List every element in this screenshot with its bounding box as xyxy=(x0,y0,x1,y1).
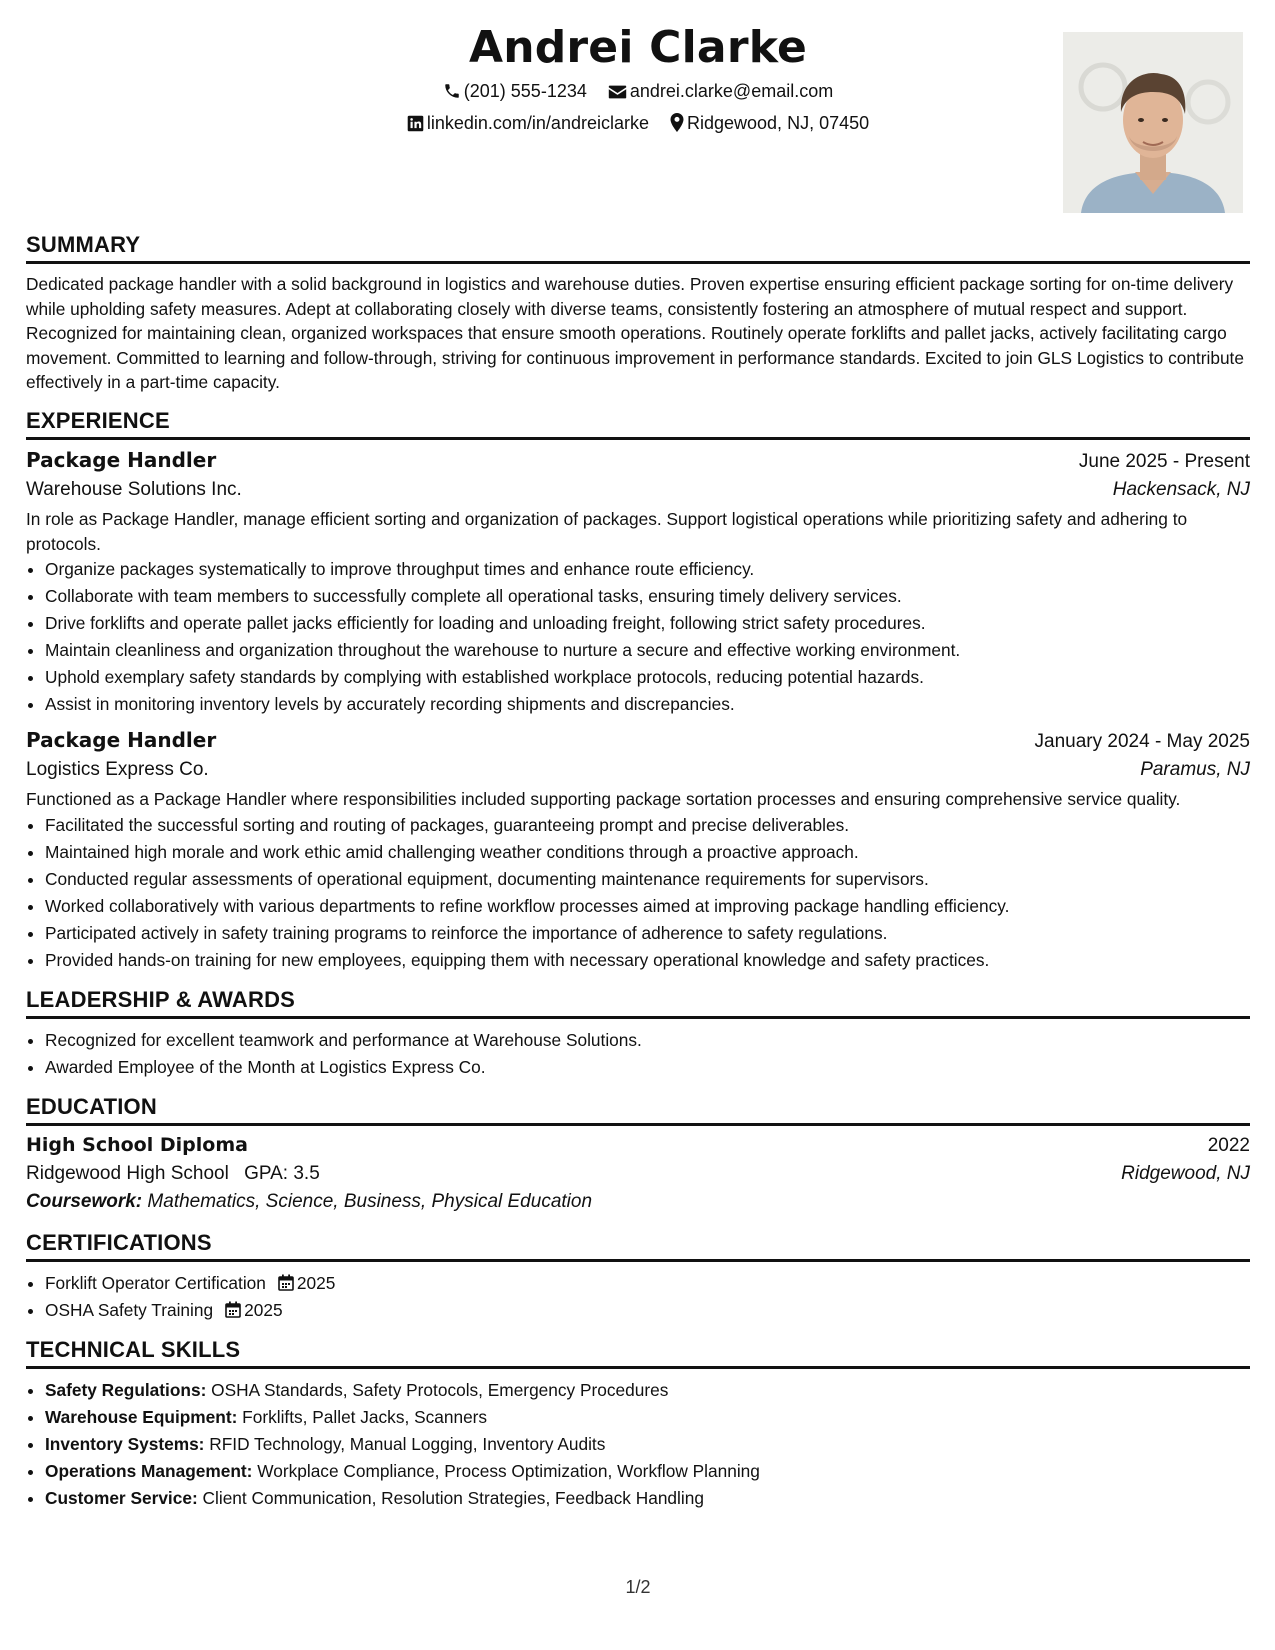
resume-page xyxy=(26,0,1250,1650)
skill-value: Workplace Compliance, Process Optimization, Workflow Planning xyxy=(257,1460,760,1481)
list-item: • Assist in monitoring inventory levels by accurately recording shipments and discrepancies. xyxy=(45,691,1250,718)
job-dates: January 2024 - May 2025 xyxy=(1034,731,1250,753)
job-entry xyxy=(26,448,1250,718)
list-item xyxy=(45,1458,1250,1485)
summary-text: Dedicated package handler with a solid background in logistics and warehouse duties. Proven expertise ensuring efficient package sorting for on-time delivery while upholding safety measures. Adept at collaborating closely with diverse teams, consistently fostering an atmosphere of mutual respect and support. Recognized for maintaining clean, organized workspaces that ensure smooth operations. Routinely operate forklifts and pallet jacks, actively facilitating cargo movement. Committed to learning and follow-through, striving for continuous improvement in performance standards. Excited to join GLS Logistics to contribute effectively in a part-time capacity. xyxy=(26,274,1244,393)
linkedin-icon xyxy=(407,115,424,132)
list-item: • Drive forklifts and operate pallet jacks efficiently for loading and unloading freight, following strict safety procedures. xyxy=(45,610,1250,637)
job-description: In role as Package Handler, manage efficient sorting and organization of packages. Support logistical operations while prioritizing safety and adhering to protocols. xyxy=(26,508,1188,554)
job-company-row xyxy=(26,479,1250,501)
list-item: • Facilitated the successful sorting and routing of packages, guaranteeing prompt and precise deliverables. xyxy=(45,812,1250,839)
job-location: Hackensack, NJ xyxy=(1112,478,1250,500)
list-item: • Maintained high morale and work ethic amid challenging weather conditions through a proactive approach. xyxy=(45,839,1250,866)
list-item: • Provided hands-on training for new employees, equipping them with necessary operational knowledge and safety practices. xyxy=(45,947,1250,974)
email-contact[interactable] xyxy=(608,80,833,102)
location-contact xyxy=(670,112,869,134)
job-bullets xyxy=(26,556,1250,718)
list-item: • Collaborate with team members to successfully complete all operational tasks, ensuring timely delivery services. xyxy=(45,583,1250,610)
education-section xyxy=(26,1094,1250,1213)
job-title: Package Handler xyxy=(26,447,217,472)
envelope-icon xyxy=(608,84,627,100)
list-item xyxy=(45,1431,1250,1458)
list-item xyxy=(45,1270,1250,1297)
profile-photo xyxy=(1063,32,1243,213)
job-company: Warehouse Solutions Inc. xyxy=(26,478,242,500)
summary-section xyxy=(26,232,1250,395)
skills-list xyxy=(26,1377,1250,1512)
list-item: • Recognized for excellent teamwork and performance at Warehouse Solutions. xyxy=(45,1027,1250,1054)
coursework xyxy=(26,1191,1250,1213)
phone-icon xyxy=(443,82,461,100)
job-title: Package Handler xyxy=(26,728,217,753)
list-item: • Awarded Employee of the Month at Logistics Express Co. xyxy=(45,1054,1250,1081)
job-bullets xyxy=(26,812,1250,974)
skill-value: OSHA Standards, Safety Protocols, Emergency Procedures xyxy=(211,1379,669,1400)
skills-section xyxy=(26,1337,1250,1512)
map-pin-icon xyxy=(670,113,684,132)
summary-heading: SUMMARY xyxy=(26,232,1250,264)
skill-label: Customer Service: xyxy=(45,1487,198,1508)
coursework-list: Mathematics, Science, Business, Physical Education xyxy=(147,1190,593,1212)
calendar-icon xyxy=(278,1274,294,1291)
skill-label: Inventory Systems: xyxy=(45,1433,205,1454)
list-item xyxy=(45,1485,1250,1512)
certification-name: Forklift Operator Certification xyxy=(45,1272,266,1293)
job-dates: June 2025 - Present xyxy=(1078,450,1250,472)
list-item xyxy=(45,1297,1250,1324)
skill-label: Safety Regulations: xyxy=(45,1379,207,1400)
graduation-year: 2022 xyxy=(1207,1134,1250,1156)
certifications-section xyxy=(26,1230,1250,1324)
skill-label: Warehouse Equipment: xyxy=(45,1406,238,1427)
gpa: GPA: 3.5 xyxy=(244,1162,320,1184)
email-address[interactable]: andrei.clarke@email.com xyxy=(629,81,834,101)
certifications-heading: CERTIFICATIONS xyxy=(26,1230,1250,1262)
education-degree-row xyxy=(26,1134,1250,1157)
list-item xyxy=(45,1404,1250,1431)
linkedin-contact[interactable] xyxy=(407,112,649,134)
job-location: Paramus, NJ xyxy=(1140,759,1250,781)
skill-value: Client Communication, Resolution Strategies, Feedback Handling xyxy=(202,1487,704,1508)
phone-number: (201) 555-1234 xyxy=(463,81,587,101)
job-entry xyxy=(26,728,1250,974)
list-item: • Maintain cleanliness and organization throughout the warehouse to nurture a secure and effective working environment. xyxy=(45,637,1250,664)
address: Ridgewood, NJ, 07450 xyxy=(687,113,870,133)
certification-year: 2025 xyxy=(296,1272,336,1293)
phone-contact xyxy=(443,80,587,102)
linkedin-url[interactable]: linkedin.com/in/andreiclarke xyxy=(426,113,649,133)
leadership-heading: LEADERSHIP & AWARDS xyxy=(26,987,1250,1019)
skill-label: Operations Management: xyxy=(45,1460,253,1481)
list-item: • Uphold exemplary safety standards by complying with established workplace protocols, reducing potential hazards. xyxy=(45,664,1250,691)
certification-year: 2025 xyxy=(244,1299,283,1320)
certifications-list xyxy=(26,1270,1250,1324)
experience-section xyxy=(26,408,1250,974)
skills-heading: TECHNICAL SKILLS xyxy=(26,1337,1250,1369)
list-item: • Participated actively in safety training programs to reinforce the importance of adherence to safety regulations. xyxy=(45,920,1250,947)
resume-header xyxy=(26,0,1250,232)
coursework-label: Coursework: xyxy=(26,1190,143,1212)
job-title-row xyxy=(26,728,1250,753)
list-item xyxy=(45,1377,1250,1404)
skill-value: Forklifts, Pallet Jacks, Scanners xyxy=(242,1406,488,1427)
calendar-icon xyxy=(225,1301,241,1318)
job-description: Functioned as a Package Handler where responsibilities included supporting package sortation processes and ensuring comprehensive service quality. xyxy=(26,789,1181,810)
job-company: Logistics Express Co. xyxy=(26,759,209,781)
school-info xyxy=(26,1163,320,1185)
degree-name: High School Diploma xyxy=(26,1133,248,1156)
list-item: • Organize packages systematically to improve throughput times and enhance route efficiency. xyxy=(45,556,1250,583)
list-item: • Worked collaboratively with various departments to refine workflow processes aimed at improving package handling efficiency. xyxy=(45,893,1250,920)
education-heading: EDUCATION xyxy=(26,1094,1250,1126)
job-company-row xyxy=(26,759,1250,781)
candidate-name: Andrei Clarke xyxy=(468,22,808,73)
skill-value: RFID Technology, Manual Logging, Inventory Audits xyxy=(209,1433,606,1454)
school-name: Ridgewood High School xyxy=(26,1162,229,1184)
leadership-list xyxy=(26,1027,1250,1081)
leadership-section xyxy=(26,987,1250,1081)
experience-heading: EXPERIENCE xyxy=(26,408,1250,440)
education-school-row xyxy=(26,1163,1250,1185)
page-indicator: 1/2 xyxy=(625,1577,651,1597)
job-title-row xyxy=(26,448,1250,473)
certification-name: OSHA Safety Training xyxy=(45,1299,214,1320)
school-location: Ridgewood, NJ xyxy=(1121,1162,1250,1184)
list-item: • Conducted regular assessments of operational equipment, documenting maintenance requirements for supervisors. xyxy=(45,866,1250,893)
